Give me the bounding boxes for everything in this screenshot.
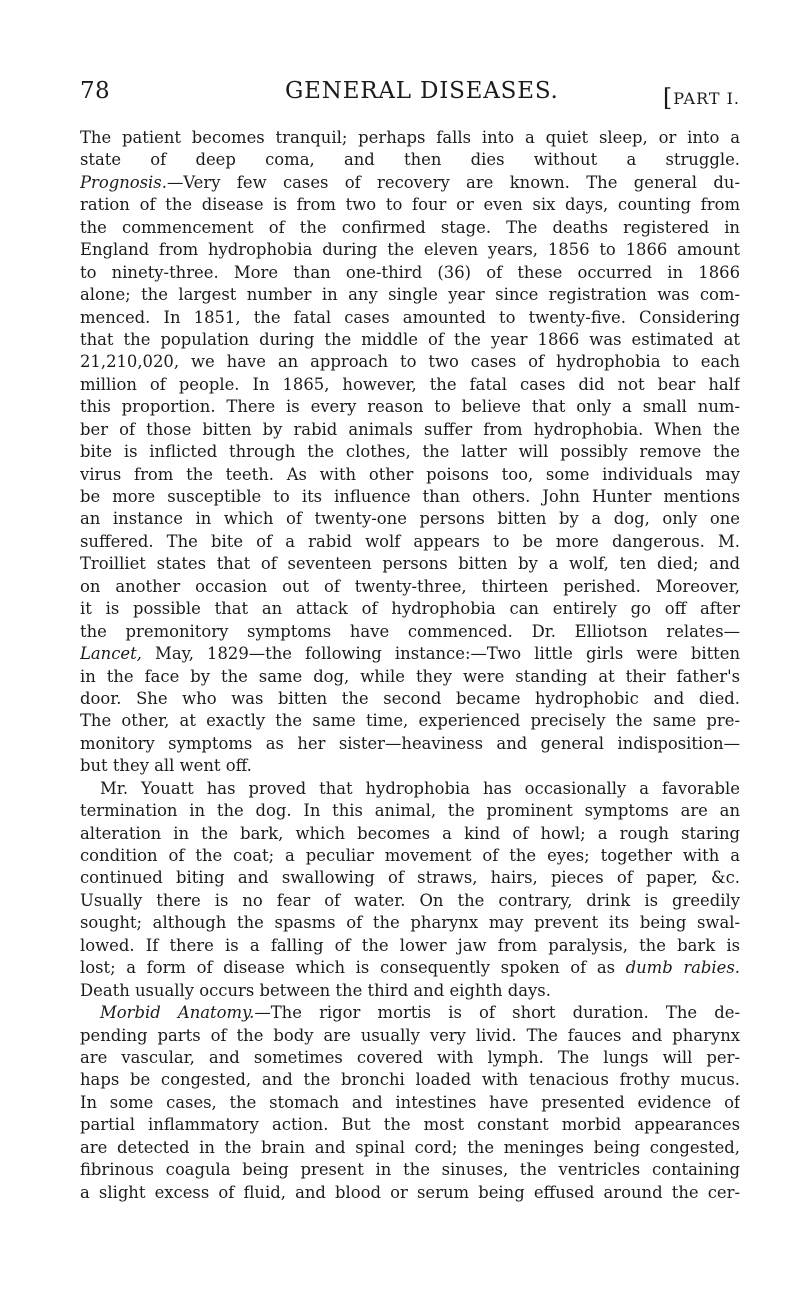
- line-text: in the face by the same dog, while they were standing at their father's: [80, 666, 740, 686]
- line-text: monitory symptoms as her sister—heaviness and general indisposition—: [80, 733, 740, 753]
- section-heading: Prognosis.: [80, 172, 167, 192]
- text-line: [80, 307, 740, 329]
- text-line: [80, 867, 740, 889]
- line-text: state of deep coma, and then dies without a struggle.: [80, 150, 740, 170]
- text-line: [80, 284, 740, 306]
- text-line: [80, 1069, 740, 1091]
- line-text: 21,210,020, we have an approach to two cases of hydrophobia to each: [80, 352, 740, 372]
- line-text: continued biting and swallowing of straws, hairs, pieces of paper, &c.: [80, 868, 740, 888]
- text-line: [80, 419, 740, 441]
- line-text: that the population during the middle of the year 1866 was estimated at: [80, 329, 740, 349]
- text-line: [80, 823, 740, 845]
- text-line: [80, 1182, 740, 1204]
- line-text: Death usually occurs between the third and eighth days.: [80, 980, 551, 1000]
- text-line: [80, 912, 740, 934]
- text-line: [80, 396, 740, 418]
- line-text: lowed. If there is a falling of the lower jaw from paralysis, the bark is: [80, 935, 740, 955]
- text-line: [80, 508, 740, 530]
- text-line: [80, 688, 740, 710]
- line-text: Mr. Youatt has proved that hydrophobia has occasionally a favorable: [100, 778, 740, 798]
- text-line: [80, 598, 740, 620]
- page-number: 78: [80, 78, 111, 104]
- text-line: [80, 845, 740, 867]
- line-text: Troilliet states that of seventeen persons bitten by a wolf, ten died; and: [80, 554, 740, 574]
- line-text: the premonitory symptoms have commenced. Dr. Elliotson relates—: [80, 621, 740, 641]
- line-text: are vascular, and sometimes covered with lymph. The lungs will per-: [80, 1047, 740, 1067]
- line-text: an instance in which of twenty-one persons bitten by a dog, only one: [80, 509, 740, 529]
- text-line: [80, 890, 740, 912]
- part-label-text: PART I.: [673, 89, 740, 108]
- line-text: this proportion. There is every reason to believe that only a small num-: [80, 397, 740, 417]
- text-line: [80, 1159, 740, 1181]
- text-line: [80, 778, 740, 800]
- text-line: [80, 755, 740, 777]
- body-text: [80, 127, 740, 1204]
- line-text: door. She who was bitten the second became hydrophobic and died.: [80, 688, 740, 708]
- text-line: [80, 1047, 740, 1069]
- text-line: [80, 351, 740, 373]
- text-line: [80, 1002, 740, 1024]
- text-line: [80, 957, 740, 979]
- line-text: to ninety-three. More than one-third (36) of these occurred in 1866: [80, 262, 740, 282]
- line-text: partial inflammatory action. But the most constant morbid appearances: [80, 1115, 740, 1135]
- line-text: are detected in the brain and spinal cord; the meninges being congested,: [80, 1137, 740, 1157]
- text-line: [80, 149, 740, 171]
- text-line: [80, 1114, 740, 1136]
- line-text: The patient becomes tranquil; perhaps falls into a quiet sleep, or into a: [80, 128, 740, 147]
- line-text: The other, at exactly the same time, experienced precisely the same pre-: [80, 711, 740, 731]
- running-head: [80, 78, 740, 112]
- italic-term: dumb rabies.: [625, 958, 740, 978]
- text-line: [80, 239, 740, 261]
- line-text: virus from the teeth. As with other poisons too, some individuals may: [80, 464, 740, 484]
- part-label-bracket: [: [662, 84, 674, 112]
- text-line: [80, 643, 740, 665]
- line-text: on another occasion out of twenty-three, thirteen perished. Moreover,: [80, 576, 740, 596]
- line-text: termination in the dog. In this animal, the prominent symptoms are an: [80, 801, 740, 821]
- text-line: [80, 486, 740, 508]
- text-line: [80, 710, 740, 732]
- text-line: [80, 1137, 740, 1159]
- text-line: [80, 374, 740, 396]
- section-heading: Morbid Anatomy.: [100, 1003, 255, 1023]
- running-title: GENERAL DISEASES.: [285, 78, 559, 104]
- text-line: [80, 553, 740, 575]
- line-text: fibrinous coagula being present in the sinuses, the ventricles containing: [80, 1160, 740, 1180]
- line-text: bite is inflicted through the clothes, the latter will possibly remove the: [80, 442, 740, 462]
- line-text: the commencement of the confirmed stage. The deaths registered in: [80, 217, 740, 237]
- text-line: [80, 262, 740, 284]
- text-line: [80, 800, 740, 822]
- line-text: England from hydrophobia during the eleven years, 1856 to 1866 amount: [80, 240, 740, 260]
- line-text: alone; the largest number in any single year since registration was com-: [80, 285, 740, 305]
- text-line: [80, 1092, 740, 1114]
- text-line: [80, 329, 740, 351]
- text-line: [80, 464, 740, 486]
- line-text: condition of the coat; a peculiar movement of the eyes; together with a: [80, 846, 740, 865]
- text-line: [80, 531, 740, 553]
- line-text: pending parts of the body are usually very livid. The fauces and pharynx: [80, 1025, 740, 1045]
- text-line: [80, 194, 740, 216]
- line-text: sought; although the spasms of the pharynx may prevent its being swal-: [80, 913, 740, 933]
- line-text: a slight excess of fluid, and blood or serum being effused around the cer-: [80, 1182, 740, 1202]
- line-text: May, 1829—the following instance:—Two little girls were bitten: [141, 644, 740, 664]
- line-text: but they all went off.: [80, 756, 252, 776]
- text-line: [80, 576, 740, 598]
- text-line: [80, 666, 740, 688]
- line-text: haps be congested, and the bronchi loaded with tenacious frothy mucus.: [80, 1070, 740, 1090]
- line-text: it is possible that an attack of hydrophobia can entirely go off after: [80, 599, 740, 619]
- line-text: In some cases, the stomach and intestines have presented evidence of: [80, 1092, 740, 1112]
- section-heading: Lancet,: [80, 644, 142, 664]
- line-text: Usually there is no fear of water. On the contrary, drink is greedily: [80, 890, 740, 910]
- line-text: million of people. In 1865, however, the fatal cases did not bear half: [80, 374, 740, 394]
- part-label: [663, 78, 740, 110]
- line-text: ber of those bitten by rabid animals suffer from hydrophobia. When the: [80, 419, 740, 439]
- text-line: [80, 980, 740, 1002]
- text-line: [80, 1025, 740, 1047]
- text-line: [80, 621, 740, 643]
- text-line: [80, 127, 740, 149]
- line-text: ration of the disease is from two to four or even six days, counting from: [80, 195, 740, 215]
- line-text: —Very few cases of recovery are known. The general du-: [166, 172, 740, 192]
- line-text: suffered. The bite of a rabid wolf appears to be more dangerous. M.: [80, 531, 740, 551]
- line-text: lost; a form of disease which is consequently spoken of as: [80, 958, 626, 978]
- line-text: alteration in the bark, which becomes a kind of howl; a rough staring: [80, 823, 740, 843]
- text-line: [80, 217, 740, 239]
- line-text: be more susceptible to its influence than others. John Hunter mentions: [80, 487, 740, 506]
- text-line: [80, 441, 740, 463]
- line-text: —The rigor mortis is of short duration. The de-: [254, 1003, 740, 1023]
- text-line: [80, 935, 740, 957]
- text-line: [80, 733, 740, 755]
- line-text: menced. In 1851, the fatal cases amounted to twenty-five. Considering: [80, 307, 740, 327]
- text-line: [80, 172, 740, 194]
